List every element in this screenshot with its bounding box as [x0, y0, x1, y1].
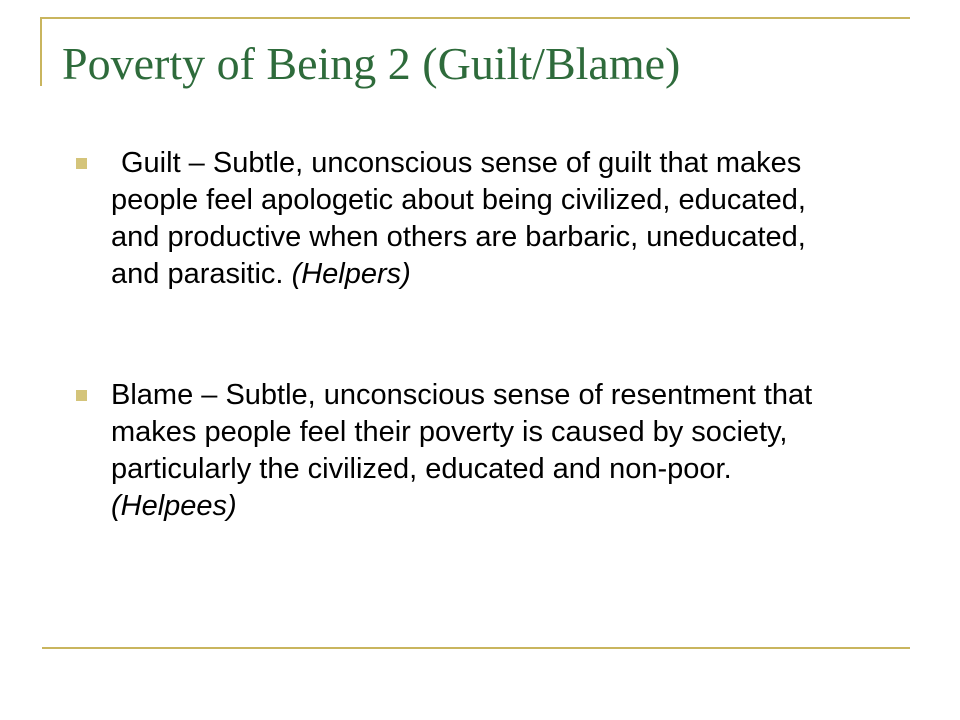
bullet-item-blame — [0, 377, 960, 525]
left-rule — [40, 17, 42, 86]
bullet-attribution: (Helpers) — [291, 258, 411, 290]
bullet-text-container — [111, 377, 831, 525]
bullet-attribution: (Helpees) — [111, 490, 237, 522]
slide-title: Poverty of Being 2 (Guilt/Blame) — [62, 38, 681, 89]
bottom-rule — [42, 647, 910, 649]
square-bullet-icon — [76, 158, 87, 169]
square-bullet-icon — [76, 390, 87, 401]
bullet-text: Guilt – Subtle, unconscious sense of guilt that makes people feel apologetic about being civilized, educated, and productive when others are barbaric, uneducated, and parasitic. — [111, 147, 806, 290]
bullet-text-container — [111, 145, 831, 293]
top-rule — [40, 17, 910, 19]
bullet-text: Blame – Subtle, unconscious sense of resentment that makes people feel their poverty is caused by society, particularly the civilized, educated and non-poor. — [111, 379, 813, 485]
bullet-item-guilt — [0, 145, 960, 293]
